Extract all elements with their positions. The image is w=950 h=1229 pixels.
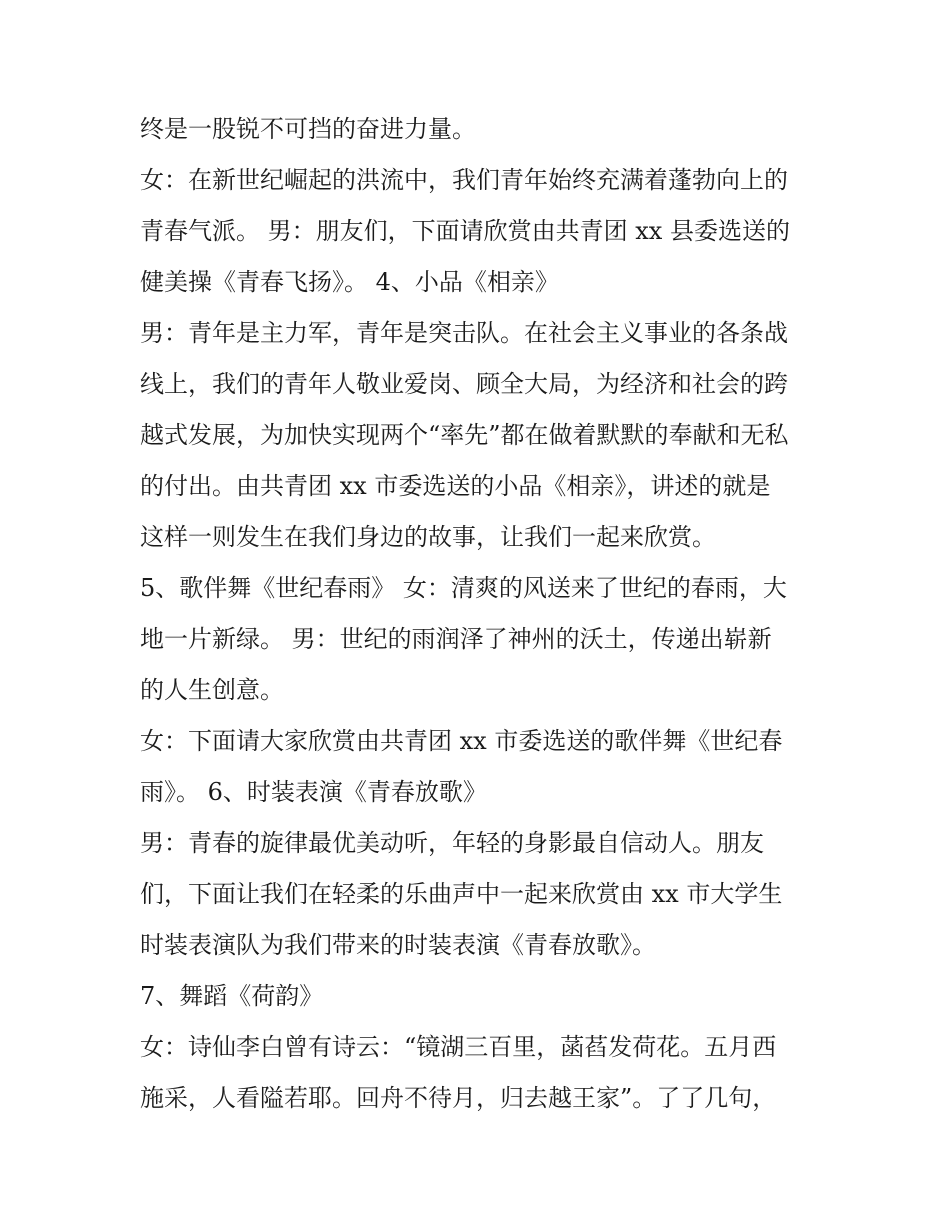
text-line: 男：青年是主力军，青年是突击队。在社会主义事业的各条战	[140, 319, 788, 347]
text-line: 们，下面让我们在轻柔的乐曲声中一起来欣赏由 xx 市大学生	[140, 880, 783, 908]
text-line: 青春气派。 男：朋友们，下面请欣赏由共青团 xx 县委选送的	[140, 217, 790, 245]
text-line: 的付出。由共青团 xx 市委选送的小品《相亲》，讲述的就是	[140, 472, 771, 500]
text-line: 终是一股锐不可挡的奋进力量。	[140, 115, 476, 143]
text-line: 这样一则发生在我们身边的故事，让我们一起来欣赏。	[140, 523, 716, 551]
text-line: 男：青春的旋律最优美动听，年轻的身影最自信动人。朋友	[140, 829, 764, 857]
text-line: 时装表演队为我们带来的时装表演《青春放歌》。	[140, 931, 656, 959]
text-line: 女：诗仙李白曾有诗云：“镜湖三百里，菡萏发荷花。五月西	[140, 1033, 777, 1061]
text-line: 施采，人看隘若耶。回舟不待月，归去越王家”。了了几句，	[140, 1084, 777, 1112]
text-line: 的人生创意。	[140, 676, 284, 704]
document-body	[140, 104, 820, 1124]
text-line: 5、歌伴舞《世纪春雨》 女：清爽的风送来了世纪的春雨，大	[140, 574, 787, 602]
text-line: 健美操《青春飞扬》。 4、小品《相亲》	[140, 268, 559, 296]
text-line: 线上，我们的青年人敬业爱岗、顾全大局，为经济和社会的跨	[140, 370, 788, 398]
text-line: 女：在新世纪崛起的洪流中，我们青年始终充满着蓬勃向上的	[140, 166, 788, 194]
text-line: 地一片新绿。 男：世纪的雨润泽了神州的沃土，传递出崭新	[140, 625, 772, 653]
text-line: 女：下面请大家欣赏由共青团 xx 市委选送的歌伴舞《世纪春	[140, 727, 783, 755]
text-line: 越式发展，为加快实现两个“率先”都在做着默默的奉献和无私	[140, 421, 789, 449]
text-line: 7、舞蹈《荷韵》	[140, 982, 324, 1010]
text-line: 雨》。 6、时装表演《青春放歌》	[140, 778, 487, 806]
